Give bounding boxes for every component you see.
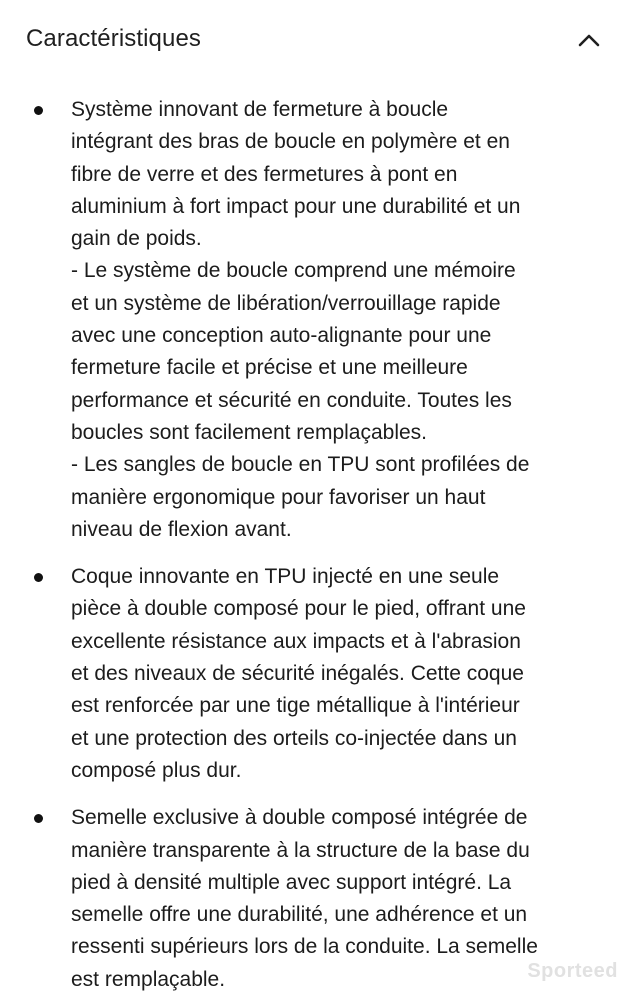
feature-text-line: - Le système de boucle comprend une mémoire	[71, 259, 516, 283]
feature-text-line: intégrant des bras de boucle en polymère et en	[71, 130, 510, 154]
feature-text-line: semelle offre une durabilité, une adhérence et un	[71, 903, 528, 927]
feature-text-line: fermeture facile et précise et une meilleure	[71, 356, 468, 380]
feature-text-line: avec une conception auto-alignante pour une	[71, 324, 492, 348]
feature-text-line: boucles sont facilement remplaçables.	[71, 420, 428, 444]
feature-text-line: performance et sécurité en conduite. Toutes les	[71, 388, 512, 412]
feature-text-line: fibre de verre et des fermetures à pont en	[71, 162, 458, 186]
section-content	[0, 94, 632, 1000]
feature-text-line: - Les sangles de boucle en TPU sont profilées de	[71, 453, 530, 477]
feature-text-line: pièce à double composé pour le pied, offrant une	[71, 597, 526, 621]
feature-text-line: et des niveaux de sécurité inégalés. Cette coque	[71, 662, 524, 686]
feature-text-line: manière ergonomique pour favoriser un haut	[71, 485, 486, 509]
feature-text-line: pied à densité multiple avec support intégré. La	[71, 870, 512, 894]
feature-text-line: composé plus dur.	[71, 758, 242, 782]
features-list	[0, 94, 632, 996]
feature-text-line: gain de poids.	[71, 227, 202, 251]
feature-text-line: Semelle exclusive à double composé intégrée de	[71, 806, 528, 830]
feature-text-line: et une protection des orteils co-injectée dans un	[71, 726, 517, 750]
bullet-icon	[34, 573, 43, 582]
list-item	[0, 561, 632, 787]
bullet-icon	[34, 814, 43, 823]
section-header-toggle[interactable]	[0, 0, 632, 80]
feature-text-line: et un système de libération/verrouillage rapide	[71, 291, 501, 315]
chevron-up-icon[interactable]	[575, 26, 603, 54]
feature-text-line: niveau de flexion avant.	[71, 517, 292, 541]
feature-text-line: est remplaçable.	[71, 967, 226, 991]
feature-text-line: manière transparente à la structure de la base du	[71, 838, 530, 862]
feature-text-line: est renforcée par une tige métallique à l'intérieur	[71, 694, 520, 718]
feature-text-line: Système innovant de fermeture à boucle	[71, 98, 449, 121]
feature-text-line: ressenti supérieurs lors de la conduite. La semelle	[71, 935, 538, 959]
list-item	[0, 94, 632, 546]
bullet-icon	[34, 106, 43, 115]
feature-text-line: aluminium à fort impact pour une durabilité et un	[71, 194, 521, 218]
feature-text-line: Coque innovante en TPU injecté en une seule	[71, 565, 500, 589]
section-title: Caractéristiques	[26, 25, 202, 52]
watermark: Sporteed	[527, 960, 618, 982]
feature-text-line: excellente résistance aux impacts et à l'abrasion	[71, 629, 521, 653]
